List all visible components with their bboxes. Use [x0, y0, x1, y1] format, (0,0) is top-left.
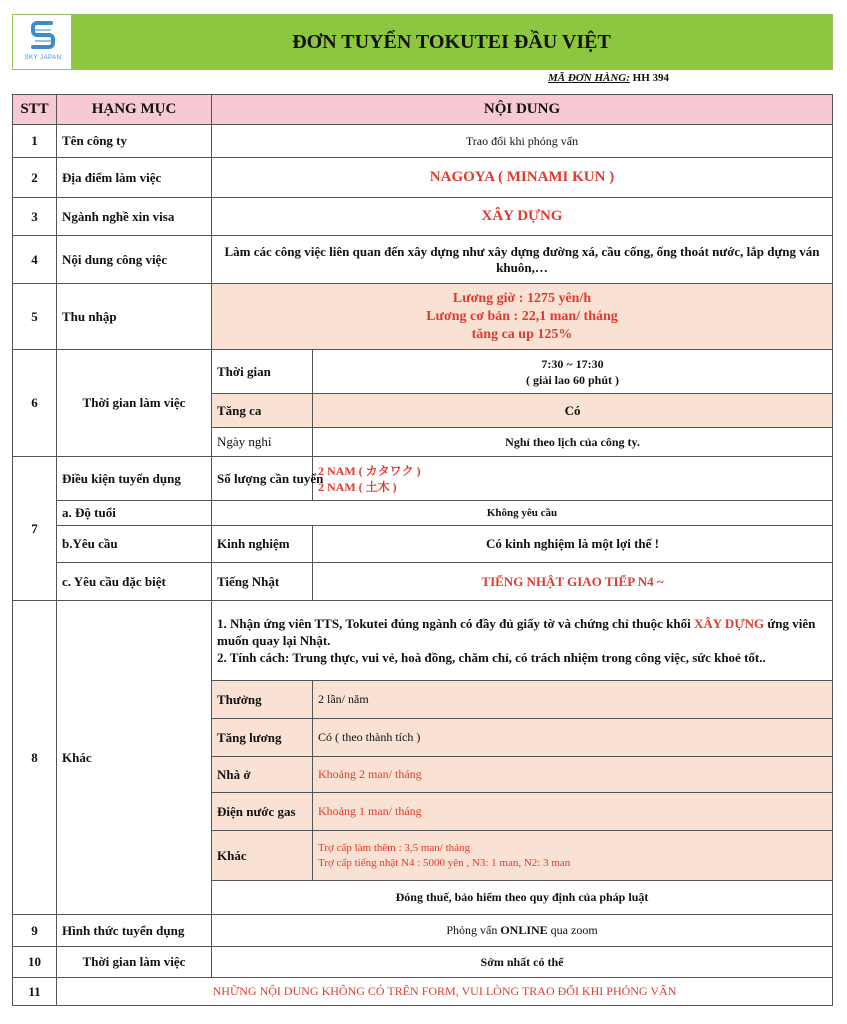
logo	[13, 15, 72, 69]
break-time: ( giải lao 60 phút )	[526, 372, 620, 387]
row-number: 3	[13, 198, 57, 236]
utilities-value: Khoảng 1 man/ tháng	[313, 793, 833, 831]
page-title: ĐƠN TUYỂN TOKUTEI ĐẦU VIỆT	[292, 31, 611, 53]
order-code-label: MÃ ĐƠN HÀNG:	[548, 72, 630, 84]
row-number: 11	[13, 978, 57, 1006]
income-cell	[212, 284, 833, 350]
table-row	[13, 158, 833, 198]
start-time-value: Sớm nhất có thể	[212, 947, 833, 978]
sub-label: Điện nước gas	[212, 793, 313, 831]
recruitment-method-value	[212, 915, 833, 947]
method-suffix: qua zoom	[547, 923, 598, 937]
method-prefix: Phỏng vấn	[446, 923, 501, 937]
sub-label: Tăng ca	[212, 394, 313, 428]
allowance-1: Trợ cấp làm thêm : 3,5 man/ tháng	[318, 841, 471, 854]
table-row	[13, 236, 833, 284]
visa-field-value: XÂY DỰNG	[212, 198, 833, 236]
headcount-value	[313, 457, 833, 501]
table-row	[13, 915, 833, 947]
table-row	[13, 284, 833, 350]
note-1-tail: ứng viên muốn quay lại Nhật.	[217, 616, 816, 648]
headcount-2: 2 NAM ( 土木 )	[318, 479, 397, 494]
age-value: Không yêu cầu	[212, 501, 833, 526]
allowance-2: Trợ cấp tiếng nhật N4 : 5000 yên , N3: 1 man, N2: 3 man	[318, 856, 571, 869]
base-salary: Lương cơ bản : 22,1 man/ tháng	[426, 308, 618, 324]
row-label: Thu nhập	[57, 284, 212, 350]
order-code	[548, 72, 669, 84]
row-number: 1	[13, 125, 57, 158]
note-1-text: 1. Nhận ứng viên TTS, Tokutei đúng ngành có đầy đủ giấy tờ và chứng chỉ thuộc khối	[217, 616, 694, 631]
housing-value: Khoảng 2 man/ tháng	[313, 757, 833, 793]
row-label: Hình thức tuyển dụng	[57, 915, 212, 947]
row-label: Thời gian làm việc	[57, 350, 212, 457]
days-off-value: Nghỉ theo lịch của công ty.	[313, 428, 833, 457]
row-number: 6	[13, 350, 57, 457]
sub-label: Ngày nghỉ	[212, 428, 313, 457]
location-value: NAGOYA ( MINAMI KUN )	[212, 158, 833, 198]
sub-label: Tăng lương	[212, 719, 313, 757]
table-row	[13, 978, 833, 1006]
sky-japan-s-logo-icon	[29, 19, 57, 51]
row-label: a. Độ tuổi	[57, 501, 212, 526]
allowances-value	[313, 831, 833, 881]
experience-value: Có kinh nghiệm là một lợi thế !	[313, 526, 833, 563]
row-number: 5	[13, 284, 57, 350]
col-header-content: NỘI DUNG	[212, 95, 833, 125]
hourly-wage: Lương giờ : 1275 yên/h	[452, 290, 592, 306]
footer-note: NHỮNG NỘI DUNG KHÔNG CÓ TRÊN FORM, VUI LÒNG TRAO ĐỔI KHI PHỎNG VẤN	[57, 978, 833, 1006]
sub-label: Nhà ở	[212, 757, 313, 793]
row-label: c. Yêu cầu đặc biệt	[57, 563, 212, 601]
headcount-1: 2 NAM ( カタワク )	[318, 463, 421, 478]
table-row	[13, 601, 833, 681]
row-label: b.Yêu cầu	[57, 526, 212, 563]
raise-value: Có ( theo thành tích )	[313, 719, 833, 757]
overtime-rate: tăng ca up 125%	[471, 326, 573, 342]
table-row	[13, 457, 833, 501]
row-label: Địa điểm làm việc	[57, 158, 212, 198]
sub-label: Kinh nghiệm	[212, 526, 313, 563]
sub-label: Số lượng cần tuyển	[212, 457, 313, 501]
company-value: Trao đổi khi phỏng vấn	[212, 125, 833, 158]
row-label: Tên công ty	[57, 125, 212, 158]
row-label: Nội dung công việc	[57, 236, 212, 284]
method-online: ONLINE	[500, 923, 548, 937]
other-notes	[212, 601, 833, 681]
row-number: 10	[13, 947, 57, 978]
row-label: Ngành nghề xin visa	[57, 198, 212, 236]
row-label: Thời gian làm việc	[57, 947, 212, 978]
note-1-highlight: XÂY DỰNG	[694, 616, 765, 631]
table-row	[13, 125, 833, 158]
table-row	[13, 198, 833, 236]
row-number: 9	[13, 915, 57, 947]
work-hours-value	[313, 350, 833, 394]
table-header-row	[13, 95, 833, 125]
tax-insurance-note: Đóng thuế, bảo hiểm theo quy định của pháp luật	[212, 881, 833, 915]
table-row	[13, 526, 833, 563]
work-hours: 7:30 ~ 17:30	[541, 356, 604, 371]
row-number: 7	[13, 457, 57, 601]
note-1	[217, 615, 827, 649]
logo-text: SKY JAPAN	[24, 55, 62, 61]
sub-label: Thời gian	[212, 350, 313, 394]
order-code-value: HH 394	[632, 72, 670, 84]
col-header-category: HẠNG MỤC	[57, 95, 212, 125]
note-2: 2. Tính cách: Trung thực, vui vẻ, hoà đồng, chăm chỉ, có trách nhiệm trong công việc, sức khoẻ tốt..	[217, 650, 766, 665]
sub-label: Thưởng	[212, 681, 313, 719]
job-description-value: Làm các công việc liên quan đến xây dựng như xây dựng đường xá, cầu cống, ống thoát nước, lắp dựng ván khuôn,…	[212, 236, 833, 284]
row-number: 8	[13, 601, 57, 915]
sub-label: Tiếng Nhật	[212, 563, 313, 601]
header-banner	[12, 14, 833, 70]
overtime-value: Có	[313, 394, 833, 428]
row-number: 2	[13, 158, 57, 198]
table-row	[13, 947, 833, 978]
row-number: 4	[13, 236, 57, 284]
bonus-value: 2 lần/ năm	[313, 681, 833, 719]
sub-label: Khác	[212, 831, 313, 881]
recruitment-table	[12, 94, 833, 1006]
row-label: Điều kiện tuyển dụng	[57, 457, 212, 501]
table-row	[13, 563, 833, 601]
table-row	[13, 350, 833, 394]
japanese-level-value: TIẾNG NHẬT GIAO TIẾP N4 ~	[313, 563, 833, 601]
col-header-stt: STT	[13, 95, 57, 125]
row-label: Khác	[57, 601, 212, 915]
table-row	[13, 501, 833, 526]
